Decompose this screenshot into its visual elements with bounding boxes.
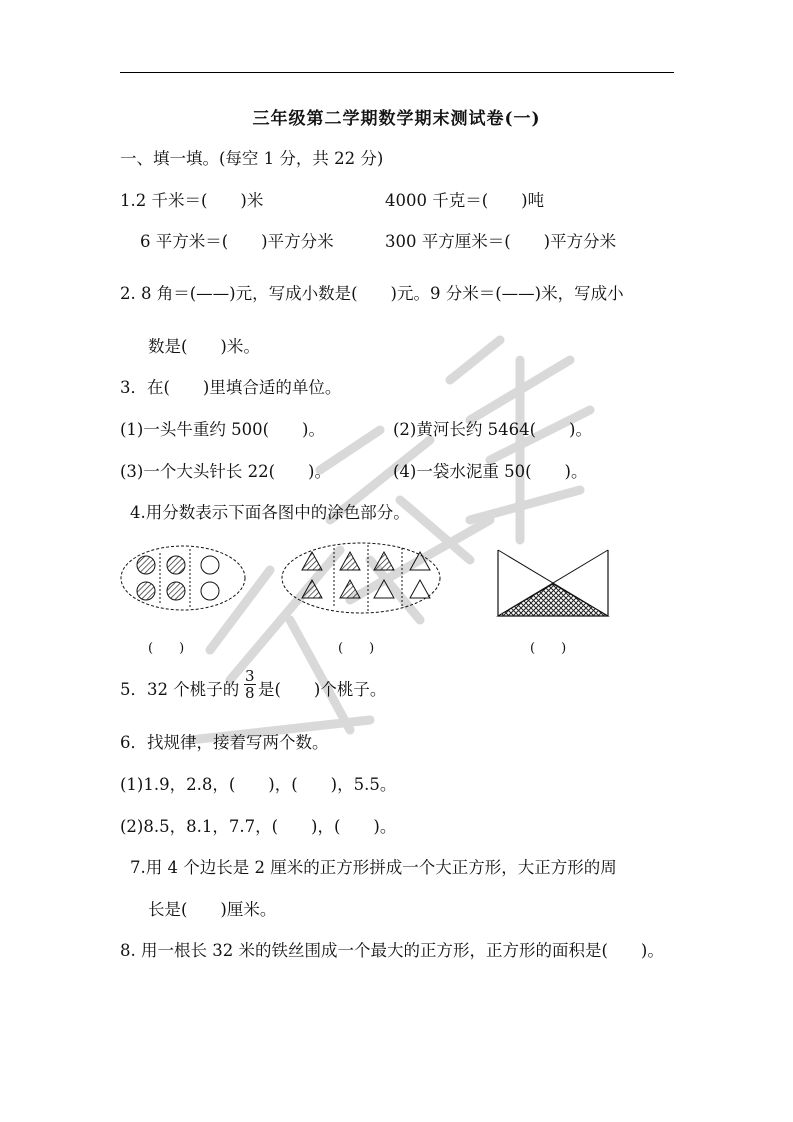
q1-c: 6 平方米＝( )平方分米 <box>140 232 334 251</box>
q2-line1: 2. 8 角＝(——)元，写成小数是( )元。9 分米＝(——)米，写成小 <box>120 284 624 303</box>
triangle-empty <box>410 580 430 598</box>
circle-shaded <box>137 556 155 574</box>
circle-shaded <box>167 582 185 600</box>
q7-line1: 7.用 4 个边长是 2 厘米的正方形拼成一个大正方形，大正方形的周 <box>130 858 617 877</box>
q5-prefix: 5．32 个桃子的 <box>120 680 240 699</box>
triangle-shaded <box>302 580 322 598</box>
figure-rectangle <box>496 548 610 618</box>
triangle-shaded <box>340 580 360 598</box>
answer-paren-1[interactable]: ( ) <box>148 641 185 656</box>
circle-shaded <box>167 556 185 574</box>
triangle-shaded <box>340 552 360 570</box>
triangle-empty <box>374 580 394 598</box>
q6-heading: 6．找规律，接着写两个数。 <box>120 733 329 752</box>
q4-heading: 4.用分数表示下面各图中的涂色部分。 <box>130 503 410 522</box>
q1-b: 4000 千克＝( )吨 <box>385 191 545 210</box>
q8: 8. 用一根长 32 米的铁丝围成一个最大的正方形，正方形的面积是( )。 <box>120 941 664 960</box>
q5-fraction <box>244 668 256 701</box>
q3-item-4: (4)一袋水泥重 50( )。 <box>393 462 588 481</box>
answer-paren-3[interactable]: ( ) <box>530 641 567 656</box>
q1-a: 1.2 千米＝( )米 <box>120 191 264 210</box>
q3-item-1: (1)一头牛重约 500( )。 <box>120 420 325 439</box>
figure-circles <box>118 543 248 613</box>
circle-empty <box>201 582 219 600</box>
triangle-shaded <box>302 552 322 570</box>
page-title: 三年级第二学期数学期末测试卷(一) <box>252 109 541 129</box>
answer-paren-2[interactable]: ( ) <box>338 641 375 656</box>
triangle-shaded <box>374 552 394 570</box>
header-rule <box>120 72 674 73</box>
circle-empty <box>201 556 219 574</box>
triangle-empty <box>410 552 430 570</box>
shaded-triangle <box>498 584 608 616</box>
q7-line2: 长是( )厘米。 <box>148 900 277 919</box>
q6-item-2: (2)8.5，8.1，7.7，( )，( )。 <box>120 817 397 836</box>
figure-triangles <box>280 540 442 616</box>
q2-line2: 数是( )米。 <box>148 337 260 356</box>
circle-shaded <box>137 582 155 600</box>
q6-item-1: (1)1.9，2.8，( )，( )，5.5。 <box>120 775 397 794</box>
q3-heading: 3．在( )里填合适的单位。 <box>120 378 342 397</box>
q3-item-3: (3)一个大头针长 22( )。 <box>120 462 331 481</box>
fraction-numerator: 3 <box>245 667 255 685</box>
section-heading: 一、填一填。(每空 1 分，共 22 分) <box>120 149 384 168</box>
q3-item-2: (2)黄河长约 5464( )。 <box>393 420 592 439</box>
q1-d: 300 平方厘米＝( )平方分米 <box>385 232 617 251</box>
q5-suffix: 是( )个桃子。 <box>258 680 387 699</box>
fraction-denominator: 8 <box>245 684 255 702</box>
